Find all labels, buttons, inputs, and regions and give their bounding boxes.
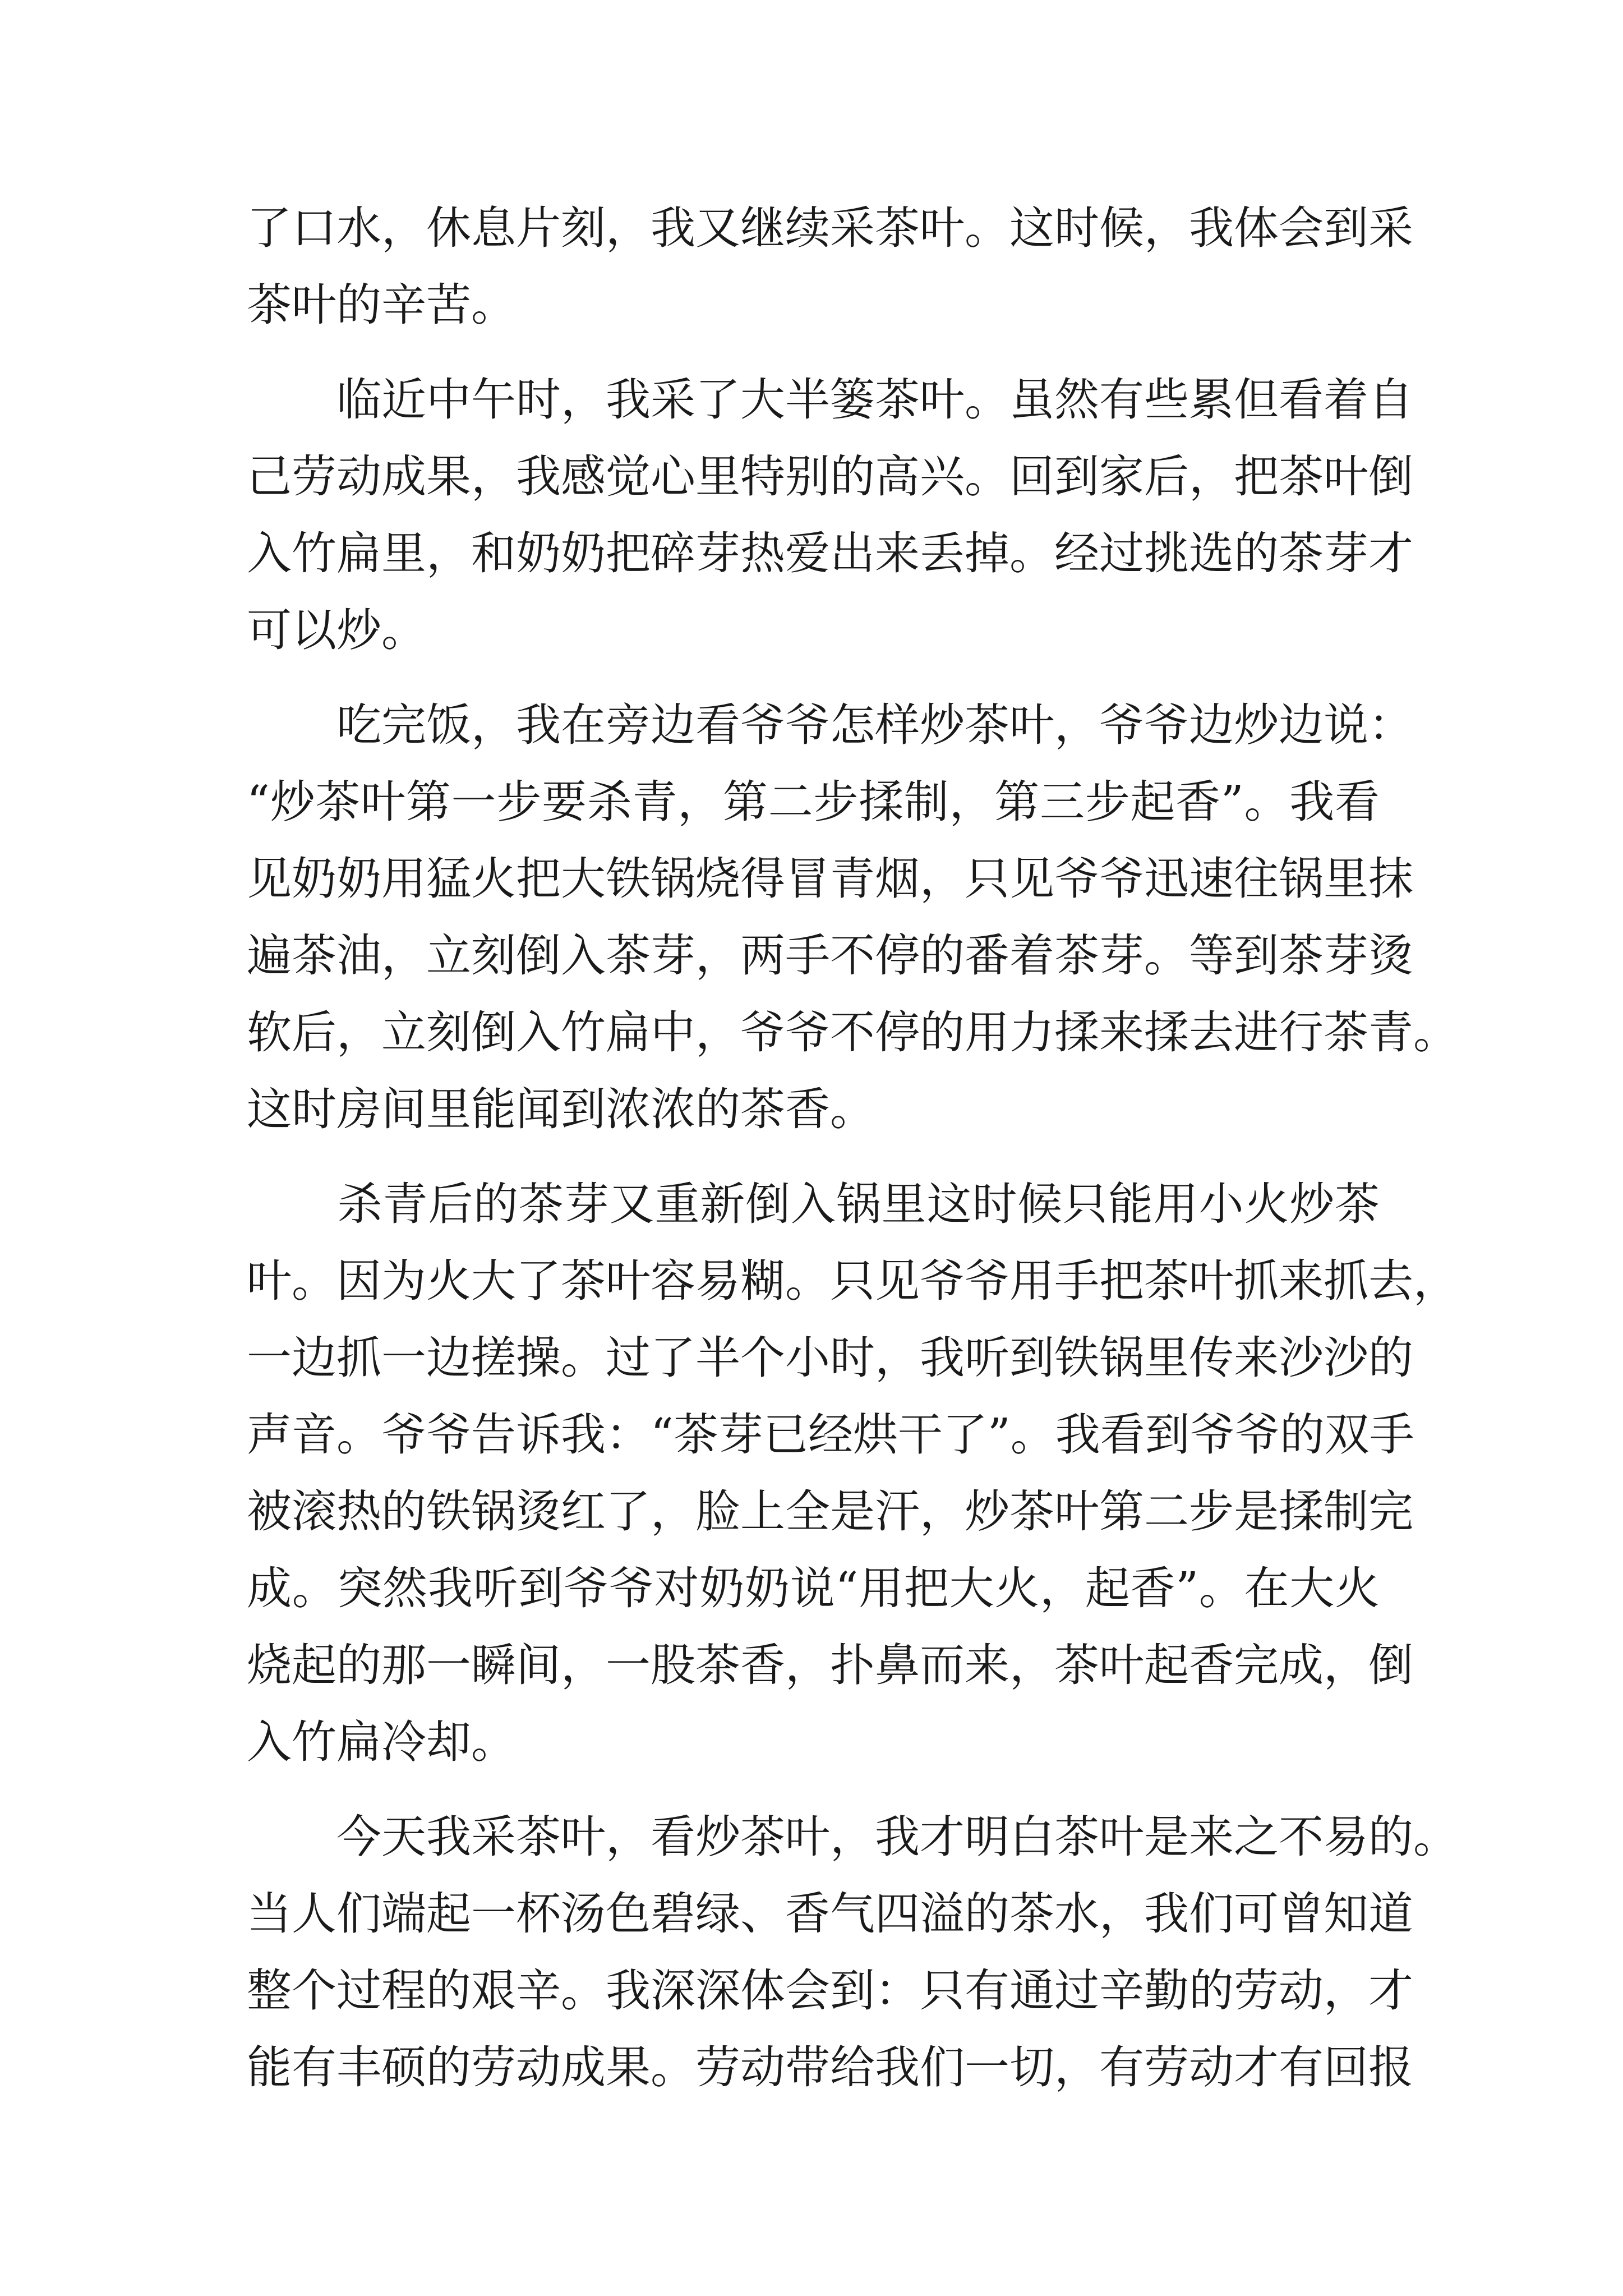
text-line: 入竹扁里，和奶奶把碎芽热爱出来丢掉。经过挑选的茶芽才 [247, 527, 1413, 579]
text-line: 了口水，休息片刻，我又继续采茶叶。这时候，我体会到采 [247, 202, 1413, 254]
text-line: 烧起的那一瞬间，一股茶香，扑鼻而来，茶叶起香完成，倒 [247, 1639, 1413, 1691]
text-line: 这时房间里能闻到浓浓的茶香。 [247, 1083, 875, 1135]
text-line: 声音。爷爷告诉我：“茶芽已经烘干了”。我看到爷爷的双手 [247, 1409, 1414, 1461]
text-line: 被滚热的铁锅烫红了，脸上全是汗，炒茶叶第二步是揉制完 [247, 1485, 1413, 1538]
text-line: 成。突然我听到爷爷对奶奶说“用把大火，起香”。在大火 [247, 1562, 1380, 1614]
text-line: 叶。因为火大了茶叶容易糊。只见爷爷用手把茶叶抓来抓去， [247, 1255, 1458, 1307]
text-line: 可以炒。 [247, 604, 426, 656]
paragraph [247, 361, 1413, 669]
text-line: 杀青后的茶芽又重新倒入锅里这时候只能用小火炒茶 [247, 1178, 1380, 1230]
text-line: 软后，立刻倒入竹扁中，爷爷不停的用力揉来揉去进行茶青。 [247, 1006, 1458, 1059]
text-line: 见奶奶用猛火把大铁锅烧得冒青烟，只见爷爷迅速往锅里抹 [247, 853, 1413, 905]
paragraph [247, 1798, 1458, 2106]
text-line: 一边抓一边搓操。过了半个小时，我听到铁锅里传来沙沙的 [247, 1332, 1413, 1384]
text-line: 吃完饭，我在旁边看爷爷怎样炒茶叶，爷爷边炒边说： [247, 699, 1413, 751]
text-line: 临近中午时，我采了大半篓茶叶。虽然有些累但看着自 [247, 374, 1413, 426]
paragraph [247, 1166, 1458, 1780]
text-line: 整个过程的艰辛。我深深体会到：只有通过辛勤的劳动，才 [247, 1964, 1413, 2017]
essay-body [247, 190, 1458, 2106]
text-line: 今天我采茶叶，看炒茶叶，我才明白茶叶是来之不易的。 [247, 1811, 1458, 1863]
paragraph [247, 190, 1413, 343]
text-line: 遍茶油，立刻倒入茶芽，两手不停的番着茶芽。等到茶芽烫 [247, 930, 1413, 982]
text-line: 茶叶的辛苦。 [247, 279, 516, 331]
text-line: “炒茶叶第一步要杀青，第二步揉制，第三步起香”。我看 [247, 776, 1380, 828]
text-line: 入竹扁冷却。 [247, 1716, 516, 1768]
paragraph [247, 687, 1458, 1148]
text-line: 己劳动成果，我感觉心里特别的高兴。回到家后，把茶叶倒 [247, 450, 1413, 503]
text-line: 当人们端起一杯汤色碧绿、香气四溢的茶水，我们可曾知道 [247, 1888, 1413, 1940]
text-line: 能有丰硕的劳动成果。劳动带给我们一切，有劳动才有回报 [247, 2041, 1413, 2093]
